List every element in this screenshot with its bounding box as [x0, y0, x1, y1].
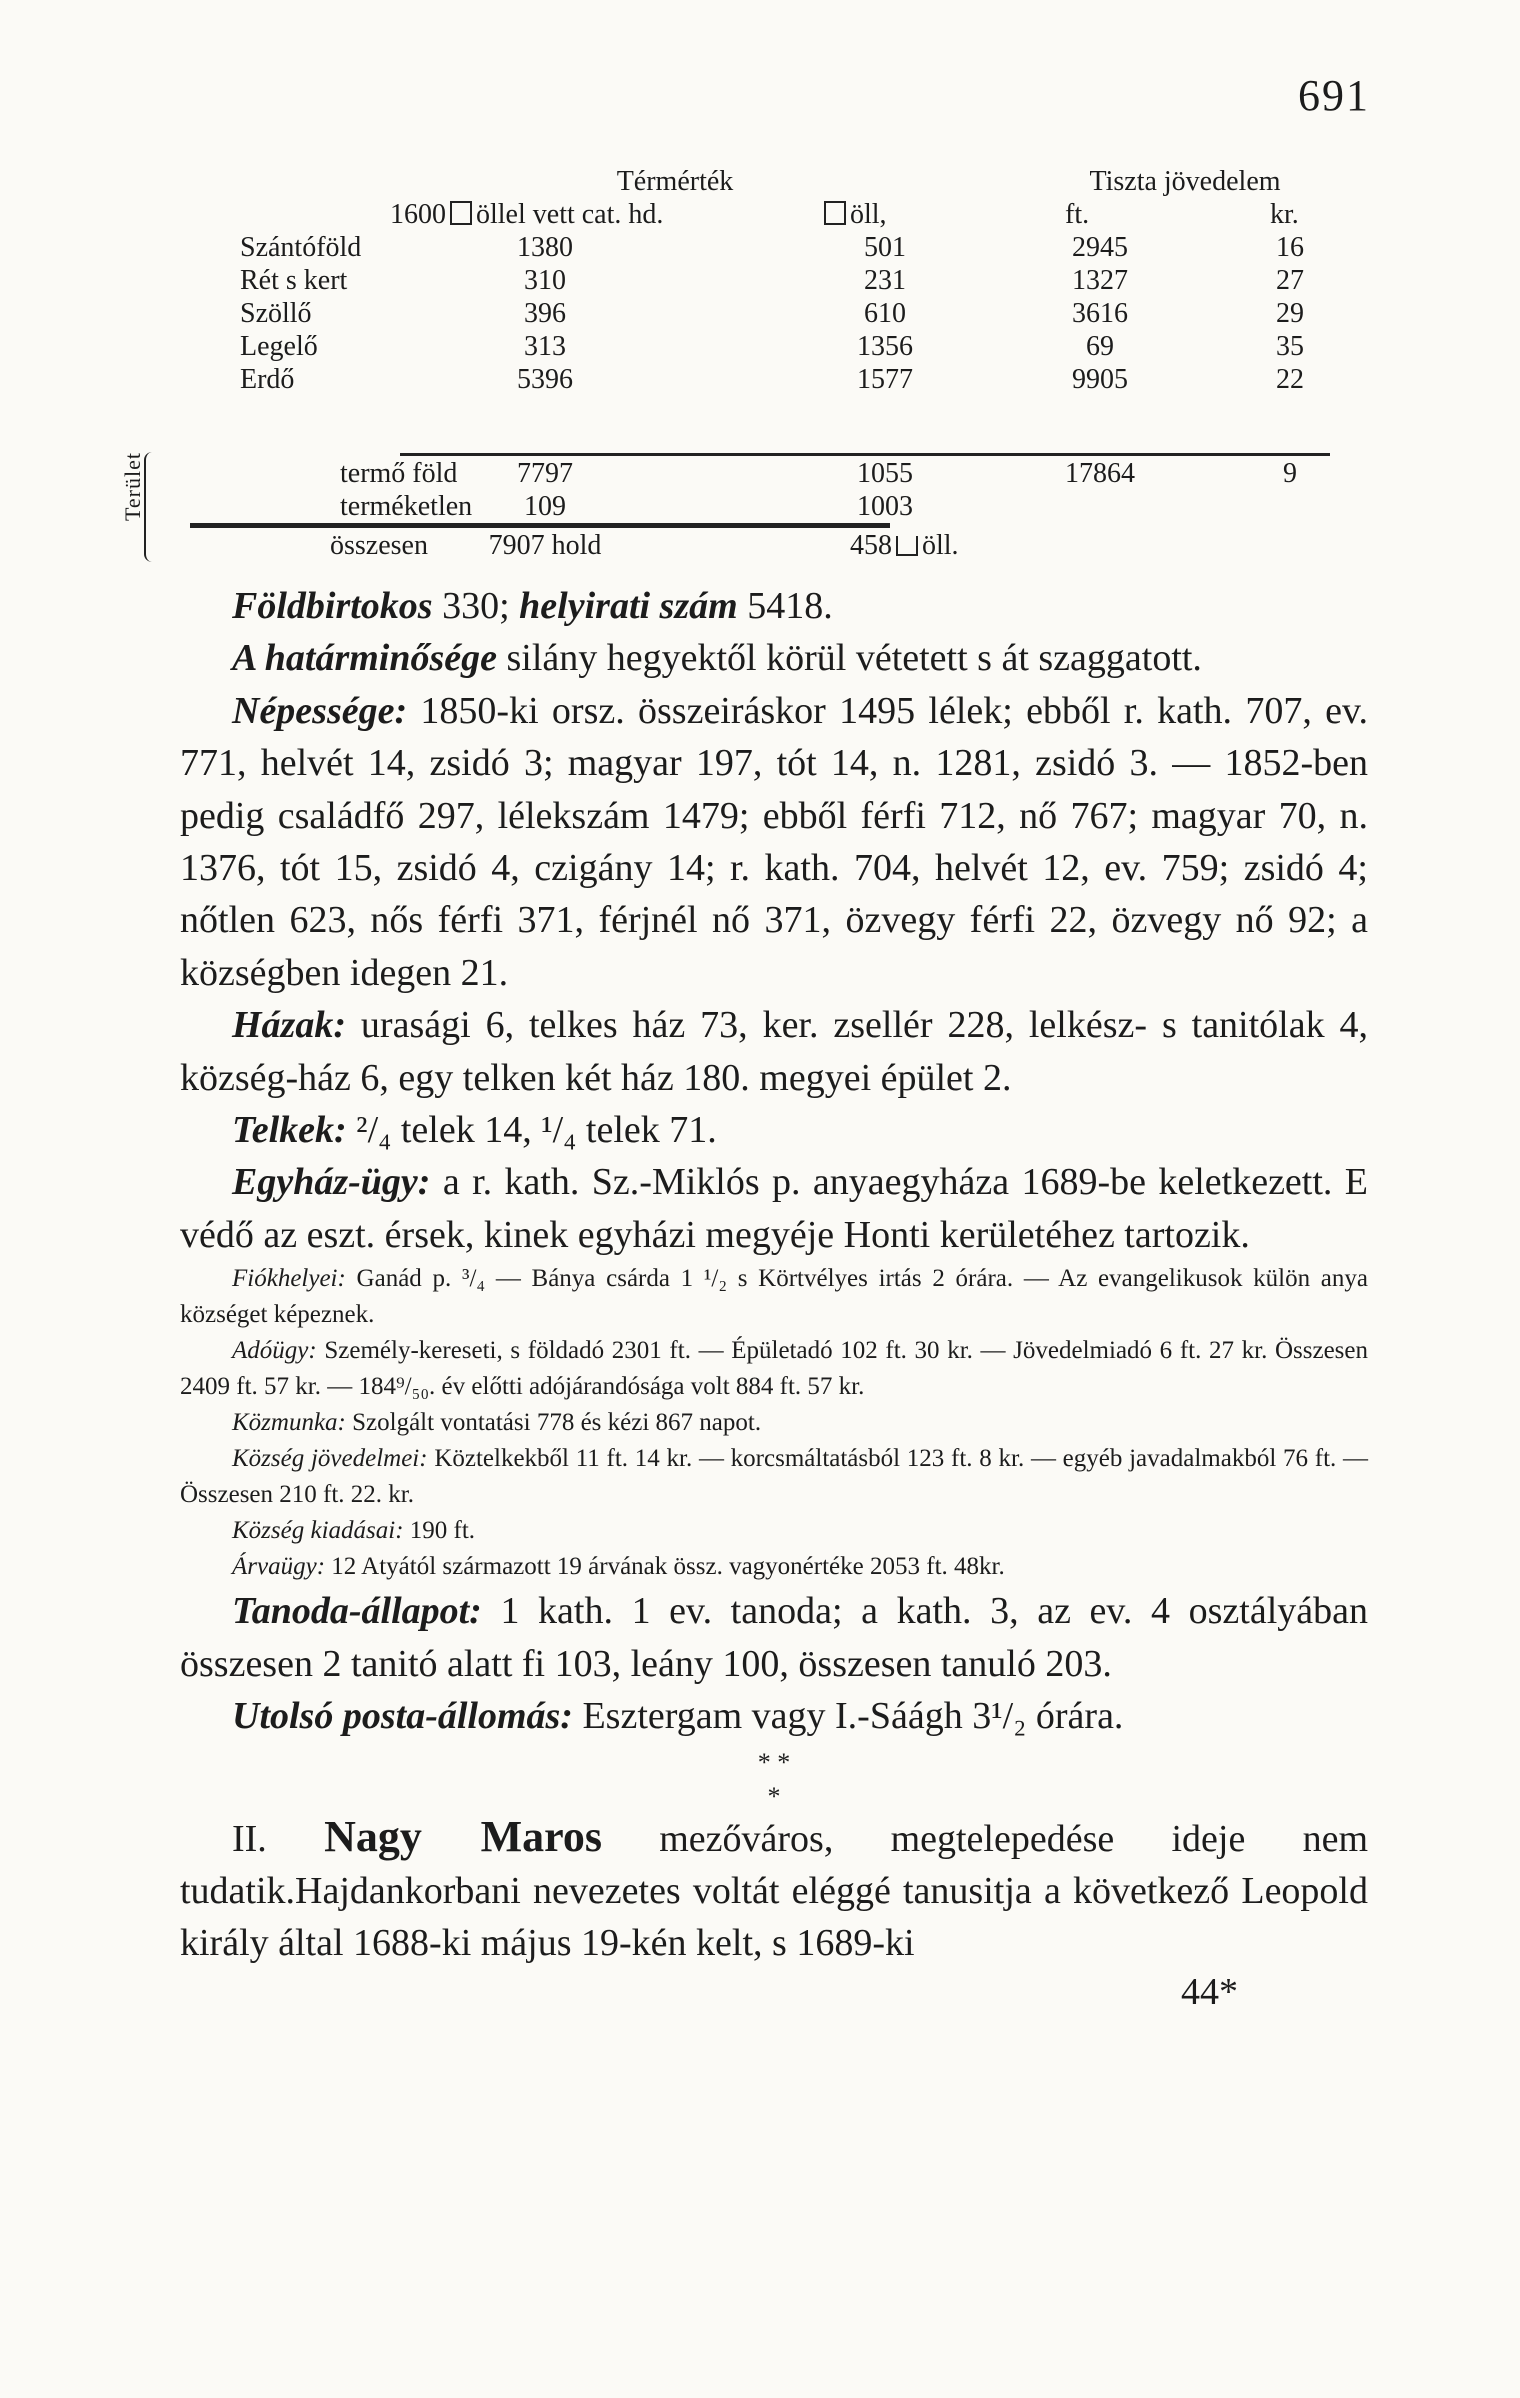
table-cell-oll: 1003	[857, 491, 913, 522]
table-cell-hold: 313	[524, 331, 566, 362]
table-cell-hold: 1380	[517, 232, 573, 263]
header-termertek: Térmérték	[616, 166, 734, 197]
table-cell-hold: 310	[524, 265, 566, 296]
paragraph-hazak: Házak: urasági 6, telkes ház 73, ker. zsellér 228, lelkész- s tanitólak 4, község-ház 6, egy telken két ház 180. megyei épület 2.	[180, 1004, 1369, 1099]
header-kr: kr.	[1270, 199, 1299, 230]
paragraph-posta: Utolsó posta-állomás: Esztergam vagy I.-Sáágh 3¹/₂ órára.	[232, 1695, 1124, 1738]
table-cell-oll: 1055	[857, 458, 913, 489]
table-cell-oll: 610	[864, 298, 906, 329]
note-adougy: Adóügy: Személy-kereseti, s földadó 2301 ft. — Épületadó 102 ft. 30 kr. — Jövedelmiadó 6 ft. 27 kr. Összesen 2409 ft. 57 kr. — 184⁹/₅₀. év előtti adójárandósága volt 884 ft. 57 kr.	[180, 1337, 1369, 1401]
table-cell-name: termő föld	[340, 458, 458, 489]
table-cell-ft: 69	[1086, 331, 1114, 362]
paragraph-egyhaz: Egyház-ügy: a r. kath. Sz.-Miklós p. anyaegyháza 1689-be keletkezett. E védő az eszt. érsek, kinek egyházi megyéje Honti kerületéhez tartozik.	[180, 1161, 1368, 1256]
paragraph-foldbirtokos: Földbirtokos 330; helyirati szám 5418.	[232, 585, 833, 627]
note-fiokhelyei: Fiókhelyei: Ganád p. ³/₄ — Bánya csárda 1 ¹/₂ s Körtvélyes irtás 2 órára. — Az evangelikusok külön anya községet képeznek.	[180, 1265, 1368, 1329]
land-value-table	[180, 165, 1330, 561]
table-cell-ft: 17864	[1065, 458, 1135, 489]
table-cell-name: terméketlen	[340, 491, 473, 522]
table-cell-hold: 109	[524, 491, 566, 522]
table-cell-oll: 1356	[857, 331, 913, 362]
table-row	[180, 457, 1330, 490]
table-total-row: összesen 7907 hold 458 öll.	[330, 530, 959, 561]
signature-mark: 44*	[1181, 1970, 1238, 2013]
paragraph-nepesseg: Népessége: 1850-ki orsz. összeiráskor 1495 lélek; ebből r. kath. 707, ev. 771, helvét 14, zsidó 3; magyar 197, tót 14, n. 1281, zsidó 3. — 1852-ben pedig családfő 297, lélekszám 1479; ebből férfi 712, nő 767; magyar 70, n. 1376, tót 15, zsidó 4, czigány 14; r. kath. 704, helvét 12, ev. 759; zsidó 4; nőtlen 623, nős férfi 371, férjnél nő 371, özvegy férfi 22, özvegy nő 92; a községben idegen 21.	[180, 689, 1368, 994]
table-header-row-1	[180, 165, 1330, 198]
table-rule-total	[190, 523, 890, 528]
table-row	[180, 490, 1330, 523]
separator-stars-1: * *	[757, 1747, 791, 1777]
table-cell-name: Rét s kert	[240, 265, 348, 296]
table-row	[180, 297, 1330, 330]
table-cell-oll: 1577	[857, 364, 913, 395]
table-cell-name: Erdő	[240, 364, 295, 395]
note-kozmunka: Közmunka: Szolgált vontatási 778 és kézi 867 napot.	[232, 1409, 762, 1437]
header-tiszta-jovedelem: Tiszta jövedelem	[1089, 166, 1281, 197]
header-ft: ft.	[1065, 199, 1090, 230]
table-cell-kr: 9	[1283, 458, 1297, 489]
paragraph-tanoda: Tanoda-állapot: 1 kath. 1 ev. tanoda; a kath. 3, az ev. 4 osztályában összesen 2 tanitó alatt fi 103, leány 100, összesen tanuló 203.	[180, 1590, 1369, 1685]
table-row	[180, 264, 1330, 297]
table-cell-ft: 3616	[1072, 298, 1128, 329]
table-cell-ft: 2945	[1072, 232, 1128, 263]
header-hold: 1600 öllel vett cat. hd.	[390, 199, 664, 230]
table-cell-kr: 35	[1276, 331, 1304, 362]
table-cell-kr: 22	[1276, 364, 1304, 395]
table-row	[180, 231, 1330, 264]
table-cell-name: Szántóföld	[240, 232, 362, 263]
square-unit-icon	[896, 536, 918, 556]
table-cell-name: Szöllő	[240, 298, 312, 329]
paragraph-telkek: Telkek: ²/₄ telek 14, ¹/₄ telek 71.	[232, 1109, 717, 1152]
side-label: Terület	[120, 452, 145, 521]
square-unit-icon	[450, 201, 472, 225]
note-kozseg-jovedelmei: Község jövedelmei: Köztelkekből 11 ft. 14 kr. — korcsmáltatásból 123 ft. 8 kr. — egyéb javadalmakból 76 ft. — Összesen 210 ft. 22. kr.	[180, 1445, 1368, 1509]
table-cell-hold: 5396	[517, 364, 573, 395]
paragraph-hatarminoseg: A határminősége silány hegyektől körül vétetett s át szaggatott.	[232, 637, 1202, 680]
square-unit-icon	[824, 201, 846, 225]
table-cell-oll: 501	[864, 232, 906, 263]
table-cell-oll: 231	[864, 265, 906, 296]
page-number: 691	[1298, 71, 1370, 120]
body-text	[180, 580, 1368, 2014]
table-cell-kr: 29	[1276, 298, 1304, 329]
side-brace	[120, 452, 160, 562]
header-oll: öll,	[820, 198, 887, 231]
table-cell-name: Legelő	[240, 331, 318, 362]
table-header-row-2	[180, 198, 1330, 231]
table-row	[180, 363, 1330, 396]
table-cell-hold: 7797	[517, 458, 573, 489]
note-kozseg-kiadasai: Község kiadásai: 190 ft.	[232, 1517, 476, 1545]
table-cell-hold: 396	[524, 298, 566, 329]
table-cell-kr: 27	[1276, 265, 1304, 296]
table-rule	[400, 453, 1330, 456]
table-cell-ft: 9905	[1072, 364, 1128, 395]
table-cell-ft: 1327	[1072, 265, 1128, 296]
table-row	[180, 330, 1330, 363]
paragraph-nagy-maros: II. Nagy Maros mezőváros, megtelepedése ideje nem tudatik.Hajdankorbani nevezetes voltát eléggé tanusitja a következő Leopold király által 1688-ki május 19-kén kelt, s 1689-ki	[180, 1811, 1369, 1965]
note-arvaugy: Árvaügy: 12 Atyától származott 19 árvának össz. vagyonértéke 2053 ft. 48kr.	[232, 1553, 1005, 1581]
separator-stars-2: *	[767, 1781, 781, 1811]
table-cell-kr: 16	[1276, 232, 1304, 263]
